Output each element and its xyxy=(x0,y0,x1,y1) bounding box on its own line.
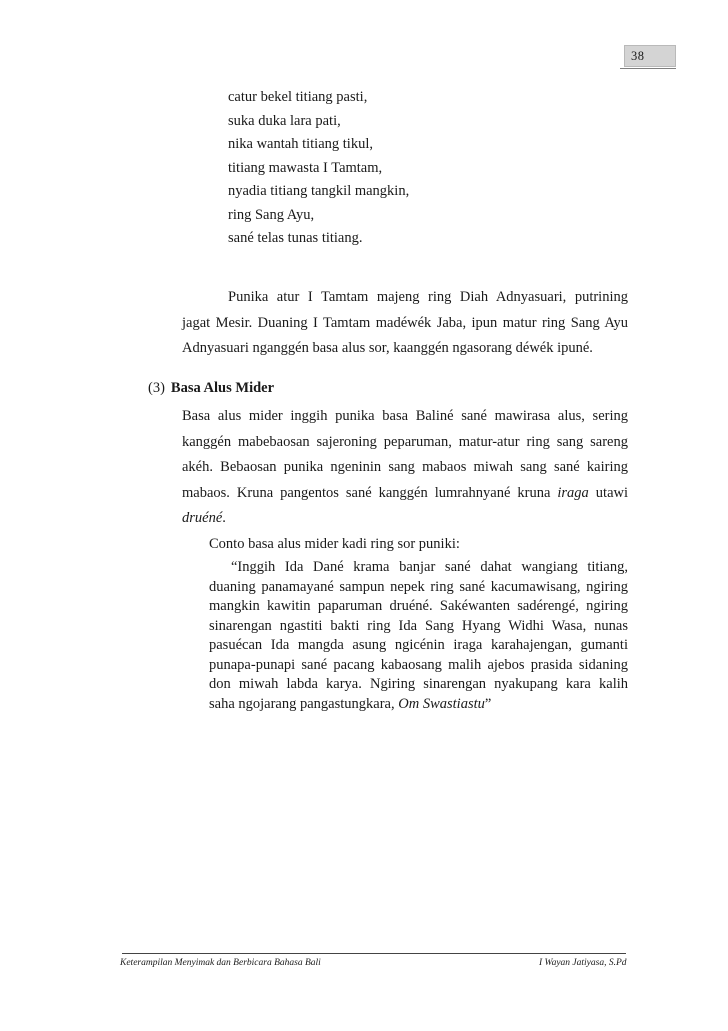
quote-line: “Inggih Ida Dané krama banjar sané dahat wangiang titiang, xyxy=(231,559,628,575)
verse-line: nika wantah titiang tikul, xyxy=(228,136,373,152)
paragraph-line: Punika atur I Tamtam majeng ring Diah Adnyasuari, putrining xyxy=(228,289,628,305)
quote-line: pasuécan Ida mangda asung ngicénin iraga karahajengan, gumanti xyxy=(209,637,628,653)
paragraph-line: Adnyasuari nganggén basa alus sor, kaanggén ngasorang déwék ipuné. xyxy=(182,340,593,356)
paragraph-line: kanggén mabebaosan sajeroning peparuman, matur-atur ring sang sareng xyxy=(182,433,628,450)
text-run: ” xyxy=(484,695,492,712)
section-number: (3) xyxy=(148,380,165,396)
verse-line: ring Sang Ayu, xyxy=(228,206,315,223)
text-run: utawi xyxy=(595,484,629,501)
page-number-box xyxy=(0,44,728,72)
text-run: . xyxy=(222,510,226,526)
page-number-underline xyxy=(620,68,676,69)
quote-line: punapa-punapi sané pacang kabaosang malih ajebos prasida sidaning xyxy=(209,656,628,673)
italic-term: iraga xyxy=(557,484,589,501)
verse-line: titiang mawasta I Tamtam, xyxy=(228,159,383,176)
footer-author: I Wayan Jatiyasa, S.Pd xyxy=(539,958,627,968)
quote-line: duaning panamayané sampun nepek ring sané kacumawisang, ngiring xyxy=(209,578,628,595)
footer-divider xyxy=(122,953,626,954)
paragraph-line xyxy=(182,481,628,507)
quote-line xyxy=(209,695,628,715)
paragraph-line xyxy=(182,506,628,532)
text-run: saha ngojarang pangastungkara, xyxy=(209,695,395,712)
page-number: 38 xyxy=(624,45,676,67)
section-heading xyxy=(148,380,274,397)
quote-line: mangkin kawitin paparuman druéné. Sakéwanten sadérengé, ngiring xyxy=(209,598,628,614)
paragraph-line: jagat Mesir. Duaning I Tamtam madéwék Jaba, ipun matur ring Sang Ayu xyxy=(182,314,628,331)
verse-line: suka duka lara pati, xyxy=(228,112,341,129)
example-intro-text: Conto basa alus mider kadi ring sor puniki: xyxy=(209,536,460,552)
paragraph-tamtam xyxy=(182,285,628,362)
quote-line: don miwah labda karya. Ngiring sinarengan nyakupang kara kalih xyxy=(209,676,628,692)
text-run: mabaos. Kruna pangentos sané kanggén lumrahnyané kruna xyxy=(182,484,551,501)
paragraph-basa-alus-mider xyxy=(182,404,628,532)
verse-line: nyadia titiang tangkil mangkin, xyxy=(228,183,410,199)
verse-line: catur bekel titiang pasti, xyxy=(228,89,368,105)
example-intro xyxy=(209,532,628,558)
quote-line: sinarengan ngastiti bakti ring Ida Sang Hyang Widhi Wasa, nunas xyxy=(209,617,628,634)
paragraph-line: Basa alus mider inggih punika basa Baliné sané mawirasa alus, sering xyxy=(182,408,628,424)
verse-line: sané telas tunas titiang. xyxy=(228,230,363,246)
section-title: Basa Alus Mider xyxy=(170,380,275,396)
example-quote xyxy=(209,558,628,714)
paragraph-line: akéh. Bebaosan punika ngeninin sang mabaos miwah sang sané kairing xyxy=(182,459,628,475)
footer-book-title: Keterampilan Menyimak dan Berbicara Bahasa Bali xyxy=(120,958,321,968)
verse-block xyxy=(228,86,409,251)
italic-term: Om Swastiastu xyxy=(398,695,485,712)
italic-term: druéné xyxy=(182,510,223,526)
